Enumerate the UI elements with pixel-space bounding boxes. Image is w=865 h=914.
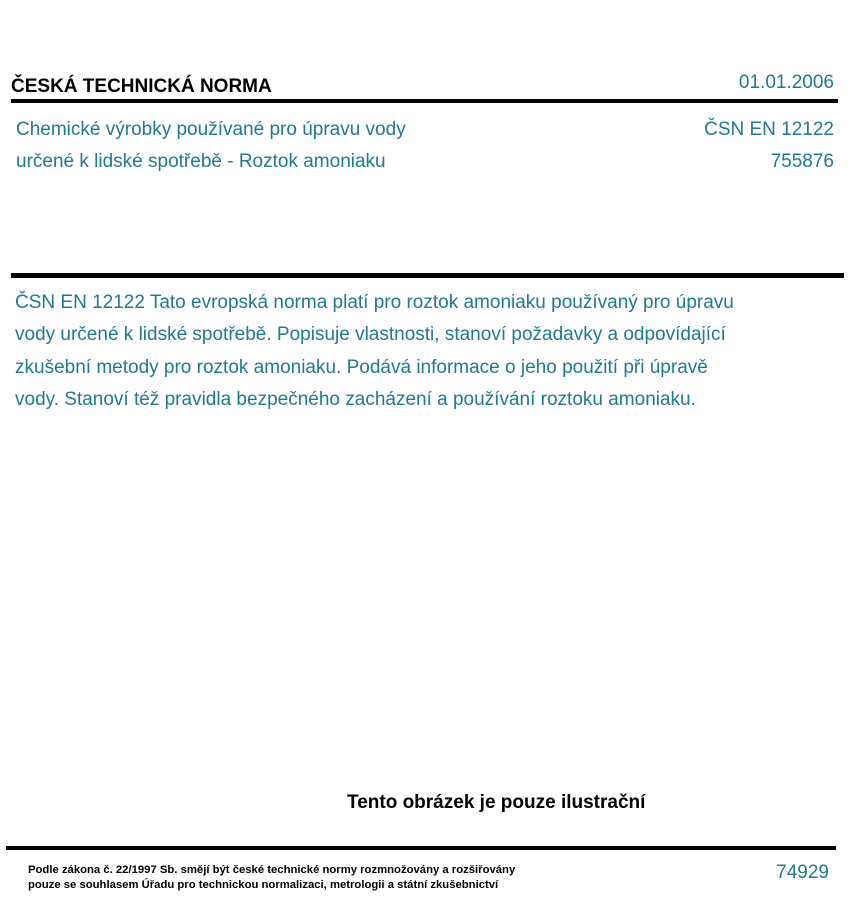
middle-divider	[11, 273, 844, 278]
subject-line-2: určené k lidské spotřebě - Roztok amoniaku	[16, 151, 386, 172]
legal-line-2: pouze se souhlasem Úřadu pro technickou normalizaci, metrologii a státní zkušebnictví	[28, 879, 499, 891]
standard-codes	[704, 114, 834, 178]
standard-code: ČSN EN 12122	[704, 119, 834, 140]
legal-line-1: Podle zákona č. 22/1997 Sb. smějí být české technické normy rozmnožovány a rozšiřovány	[28, 864, 516, 876]
top-divider	[11, 99, 838, 103]
illustrative-notice: Tento obrázek je pouze ilustrační	[347, 792, 646, 813]
catalog-number: 74929	[776, 862, 829, 883]
subject-line-1: Chemické výrobky používané pro úpravu vody	[16, 119, 406, 140]
abstract-text: ČSN EN 12122 Tato evropská norma platí pro roztok amoniaku používaný pro úpravu vody určené k lidské spotřebě. Popisuje vlastnosti, stanoví požadavky a odpovídající zkušební metody pro roztok amoniaku. Podává informace o jeho použití při úpravě vody. Stanoví též pravidla bezpečného zacházení a používání roztoku amoniaku.	[15, 292, 734, 411]
bottom-divider	[6, 846, 836, 850]
effective-date: 01.01.2006	[738, 72, 834, 93]
document-title: ČESKÁ TECHNICKÁ NORMA	[11, 76, 272, 97]
standard-subject	[16, 114, 616, 178]
class-number: 755876	[770, 151, 834, 172]
legal-notice	[28, 863, 515, 893]
